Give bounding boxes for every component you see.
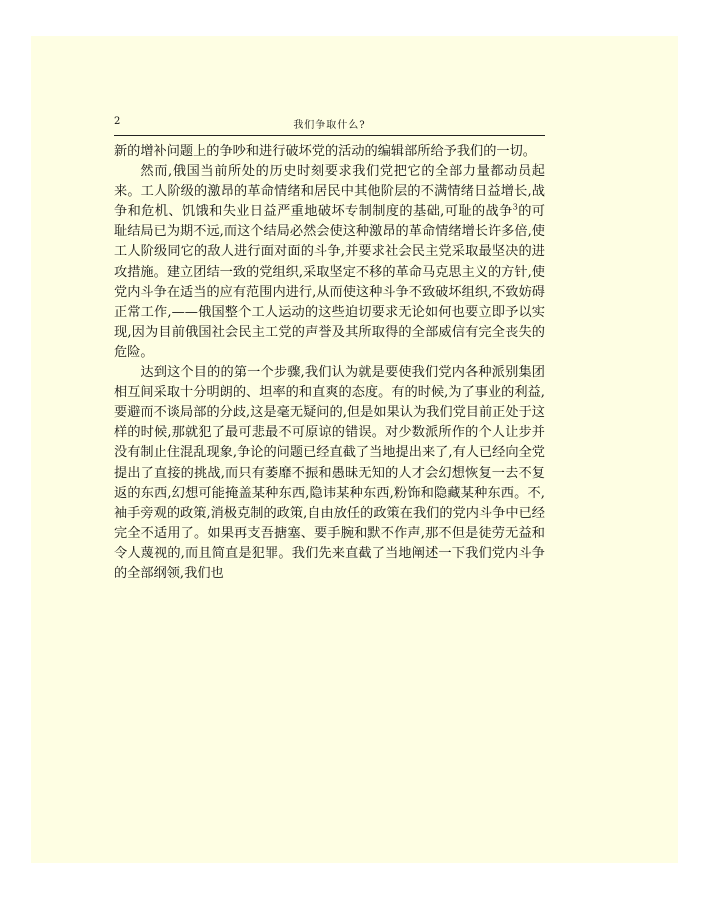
page-number: 2 [114,116,121,127]
paragraph-1 [114,142,545,162]
paragraph-2-text-after-note: 的可耻结局已为期不远,而这个结局必然会使这种激昂的革命情绪增长许多倍,使工人阶级同它的敌人进行面对面的斗争,并要求社会民主党采取最坚决的进攻措施。建立团结一致的党组织,采取坚定不移的革命马克思主义的方针,使党内斗争在适当的应有范围内进行,从而使这种斗争不致破坏组织,不致妨碍正常工作,——俄国整个工人运动的这些迫切要求无论如何也要立即予以实现,因为目前俄国社会民主工党的声誉及其所取得的全部威信有完全丧失的危险。 [114,204,545,360]
paragraph-2 [114,162,545,363]
running-title: 我们争取什么? [293,120,366,131]
paragraph-1-text: 新的增补问题上的争吵和进行破坏党的活动的编辑部所给予我们的一切。 [114,144,536,159]
body-text [114,142,545,584]
footnote-mark: 3 [512,202,518,212]
paragraph-2-text-before-note: 然而,俄国当前所处的历史时刻要求我们党把它的全部力量都动员起来。工人阶级的激昂的革命情绪和居民中其他阶层的不满情绪日益增长,战争和危机、饥饿和失业日益严重地破坏专制制度的基础,可耻的战争 [114,164,545,220]
running-head [114,113,545,136]
paragraph-3-text: 达到这个目的的第一个步骤,我们认为就是要使我们党内各种派别集团相互间采取十分明朗的、坦率的和直爽的态度。有的时候,为了事业的利益,要避而不谈局部的分歧,这是毫无疑问的,但是如果认为我们党目前正处于这样的时候,那就犯了最可悲最不可原谅的错误。对少数派所作的个人让步并没有制止住混乱现象,争论的问题已经直截了当地提出来了,有人已经向全党提出了直接的挑战,而只有萎靡不振和愚昧无知的人才会幻想恢复一去不复返的东西,幻想可能掩盖某种东西,隐讳某种东西,粉饰和隐藏某种东西。不,袖手旁观的政策,消极克制的政策,自由放任的政策在我们的党内斗争中已经完全不适用了。如果再支吾搪塞、要手腕和默不作声,那不但是徒劳无益和令人蔑视的,而且简直是犯罪。我们先来直截了当地阐述一下我们党内斗争的全部纲领,我们也 [114,365,545,581]
paragraph-3 [114,363,545,584]
